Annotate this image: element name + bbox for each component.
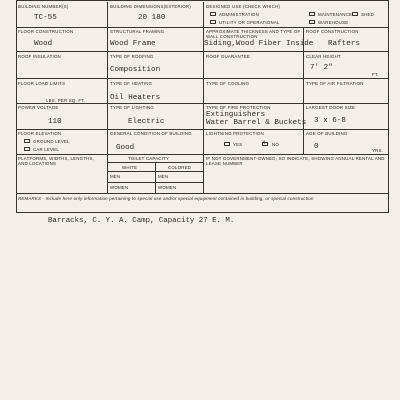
type-of-roofing-label: TYPE OF ROOFING bbox=[110, 54, 154, 59]
maintenance-option: MAINTENANCE bbox=[318, 12, 353, 17]
lightning-protection-label: LIGHTNING PROTECTION bbox=[206, 131, 264, 136]
platforms-label: PLATFORMS, WIDTHS, LENGTHS, AND LOCATIONS bbox=[18, 156, 95, 166]
divider bbox=[203, 103, 204, 129]
toilet-men-white: MEN bbox=[110, 174, 121, 179]
type-of-roofing-value: Composition bbox=[110, 66, 161, 74]
floor-construction-value: Wood bbox=[34, 40, 53, 48]
car-level-option: CAR LEVEL bbox=[33, 147, 59, 152]
lightning-no-label: NO bbox=[272, 142, 279, 147]
divider bbox=[203, 27, 204, 51]
type-of-heating-label: TYPE OF HEATING bbox=[110, 81, 153, 86]
age-of-building-unit: YRS. bbox=[372, 148, 384, 153]
divider bbox=[107, 78, 108, 103]
not-government-owned-label: IF NOT GOVERNMENT-OWNED, SO INDICATE, SHOWING ANNUAL RENTAL AND LEASE NUMBER bbox=[206, 156, 385, 166]
administration-option: ADMINISTRATION bbox=[219, 12, 260, 17]
car-level-checkbox[interactable] bbox=[24, 147, 30, 151]
building-dimensions-value: 20 180 bbox=[138, 14, 166, 22]
maintenance-checkbox[interactable] bbox=[309, 12, 315, 16]
floor-load-limits-label: FLOOR LOAD LIMITS bbox=[18, 81, 66, 86]
toilet-white-header: WHITE bbox=[122, 165, 138, 170]
type-of-lighting-label: TYPE OF LIGHTING bbox=[110, 105, 154, 110]
divider bbox=[107, 51, 108, 78]
clear-height-label: CLEAR HEIGHT bbox=[306, 54, 341, 59]
structural-framing-label: STRUCTURAL FRAMING bbox=[110, 29, 165, 34]
ground-level-checkbox[interactable] bbox=[24, 139, 30, 143]
divider bbox=[203, 2, 204, 27]
toilet-column-divider bbox=[155, 162, 156, 193]
divider bbox=[107, 129, 108, 154]
frame-left bbox=[16, 0, 17, 213]
toilet-colored-header: COLORED bbox=[168, 165, 192, 170]
row-divider bbox=[16, 27, 388, 28]
type-of-heating-value: Oil Heaters bbox=[110, 94, 161, 102]
floor-construction-label: FLOOR CONSTRUCTION bbox=[18, 29, 74, 34]
ground-level-option: GROUND LEVEL bbox=[33, 139, 70, 144]
divider bbox=[303, 78, 304, 103]
toilet-women-colored: WOMEN bbox=[158, 185, 177, 190]
power-voltage-label: POWER VOLTAGE bbox=[18, 105, 59, 110]
wall-construction-label: APPROXIMATE THICKNESS AND TYPE OF WALL CONSTRUCTION bbox=[206, 29, 301, 39]
row-divider bbox=[16, 78, 388, 79]
fire-protection-value-2: Water Barrel & Buckets bbox=[206, 119, 307, 127]
toilet-women-white: WOMEN bbox=[110, 185, 129, 190]
divider bbox=[303, 51, 304, 78]
divider bbox=[203, 129, 204, 154]
clear-height-value: 7' 2" bbox=[310, 64, 333, 72]
roof-construction-label: ROOF CONSTRUCTION bbox=[306, 29, 359, 34]
building-dimensions-label: BUILDING DIMENSIONS(EXTERIOR) bbox=[110, 4, 191, 9]
row-divider bbox=[16, 129, 388, 130]
divider bbox=[107, 27, 108, 51]
divider bbox=[107, 103, 108, 129]
type-of-lighting-value: Electric bbox=[128, 118, 165, 126]
age-of-building-value: 0 bbox=[314, 143, 319, 151]
warehouse-checkbox[interactable] bbox=[309, 20, 315, 24]
row-divider bbox=[16, 51, 388, 52]
largest-door-size-label: LARGEST DOOR SIZE bbox=[306, 105, 356, 110]
shed-checkbox[interactable] bbox=[352, 12, 358, 16]
largest-door-size-value: 3 x 6-8 bbox=[314, 117, 346, 125]
fire-protection-label: TYPE OF FIRE PROTECTION bbox=[206, 105, 271, 110]
fire-protection-value-1: Extinguishers bbox=[206, 111, 266, 119]
general-condition-value: Good bbox=[116, 144, 135, 152]
roof-insulation-label: ROOF INSULATION bbox=[18, 54, 61, 59]
row-divider bbox=[16, 193, 388, 194]
frame-right bbox=[388, 0, 389, 213]
floor-load-limits-unit: LBS. PER SQ. FT. bbox=[46, 98, 86, 103]
lightning-no-mark: x bbox=[262, 139, 266, 146]
lightning-yes-checkbox[interactable] bbox=[224, 142, 230, 146]
divider bbox=[203, 78, 204, 103]
utility-checkbox[interactable] bbox=[210, 20, 216, 24]
warehouse-option: WAREHOUSE bbox=[318, 20, 349, 25]
row-divider bbox=[16, 154, 388, 155]
building-numbers-label: BUILDING NUMBER(S) bbox=[18, 4, 69, 9]
type-of-air-filtration-label: TYPE OF AIR FILTRATION bbox=[306, 81, 364, 86]
toilet-men-colored: MEN bbox=[158, 174, 169, 179]
remarks-label: REMARKS - Include here only information pertaining to special use and/or special equipment contained in building, or special construction bbox=[18, 196, 314, 201]
roof-construction-value: Rafters bbox=[328, 40, 360, 48]
divider bbox=[203, 51, 204, 78]
row-divider bbox=[16, 212, 388, 213]
type-of-cooling-label: TYPE OF COOLING bbox=[206, 81, 250, 86]
remarks-value: Barracks, C. Y. A. Camp, Capacity 27 E. M. bbox=[48, 217, 235, 225]
structural-framing-value: Wood Frame bbox=[110, 40, 156, 48]
divider bbox=[107, 2, 108, 27]
top-border bbox=[16, 0, 388, 1]
utility-option: UTILITY OR OPERATIONAL bbox=[219, 20, 280, 25]
general-condition-label: GENERAL CONDITION OF BUILDING bbox=[110, 131, 192, 136]
shed-option: SHED bbox=[361, 12, 374, 17]
building-numbers-value: TC-55 bbox=[34, 14, 57, 22]
row-divider bbox=[16, 103, 388, 104]
toilet-divider bbox=[107, 182, 203, 183]
administration-checkbox[interactable] bbox=[210, 12, 216, 16]
roof-guarantee-label: ROOF GUARANTEE bbox=[206, 54, 251, 59]
divider bbox=[203, 154, 204, 193]
designed-use-label: DESIGNED USE (CHECK WHICH) bbox=[206, 4, 280, 9]
age-of-building-label: AGE OF BUILDING bbox=[306, 131, 348, 136]
toilet-divider bbox=[107, 171, 203, 172]
clear-height-unit: FT. bbox=[372, 72, 379, 77]
toilet-capacity-label: TOILET CAPACITY bbox=[128, 156, 170, 161]
divider bbox=[107, 154, 108, 193]
lightning-yes-label: YES bbox=[233, 142, 243, 147]
divider bbox=[303, 129, 304, 154]
power-voltage-value: 110 bbox=[48, 118, 62, 126]
floor-elevation-label: FLOOR ELEVATION bbox=[18, 131, 62, 136]
divider bbox=[303, 103, 304, 129]
wall-construction-value: Siding,Wood Fiber Inside bbox=[204, 40, 314, 48]
divider bbox=[303, 27, 304, 51]
